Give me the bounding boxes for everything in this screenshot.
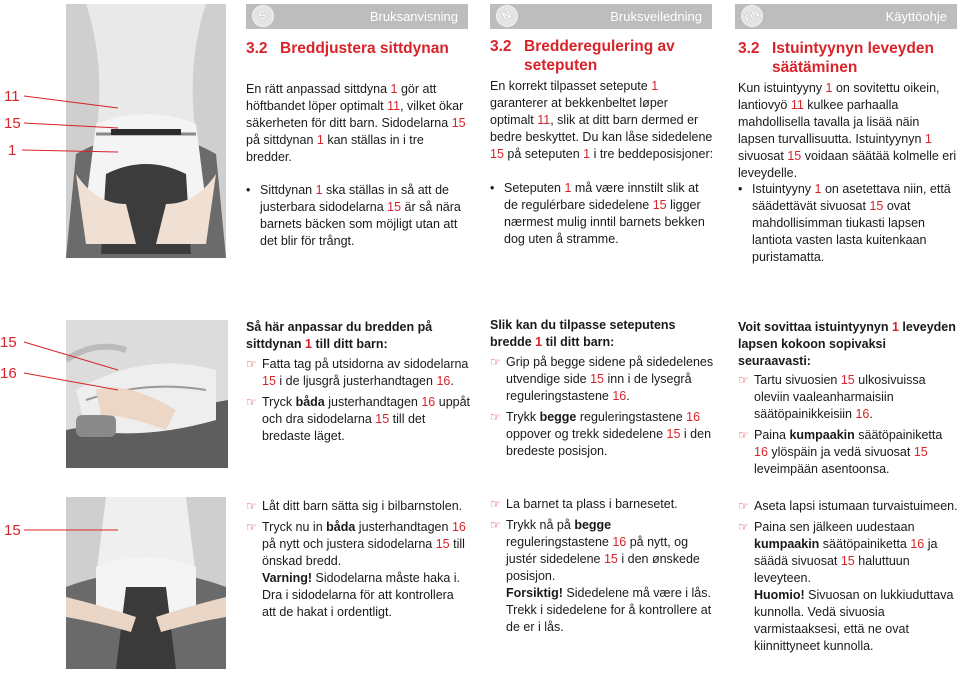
callout-15: 15 — [4, 115, 21, 132]
callout-15-mid: 15 — [0, 334, 17, 351]
step-1-no: ☞ Grip på begge sidene på sidedelenes utvendige side 15 inn i de lysegrå reguleringstastene 16. — [490, 355, 714, 403]
hand-pointer-icon: ☞ — [246, 357, 257, 371]
bullet-no: • Seteputen 1 må være innstilt slik at de regulérbare sidedelene 15 ligger nærmest mulig inntil barnets bekken dog uten å stramme. — [490, 180, 715, 248]
hand-pointer-icon: ☞ — [738, 499, 749, 513]
header-sv — [246, 4, 468, 29]
step-3-fi: ☞ Aseta lapsi istumaan turvaistuimeen. — [738, 499, 958, 513]
header-title-sv: Bruksanvisning — [369, 9, 458, 24]
hand-pointer-icon: ☞ — [738, 428, 749, 442]
step-2-fi: ☞ Paina kumpaakin säätöpainiketta 16 ylöspäin ja vedä sivuosat 15 leveimpään asentoonsa. — [738, 428, 943, 476]
header-title-fi: Käyttöohje — [885, 9, 947, 24]
language-badge-no: N — [492, 1, 522, 31]
callout-leader-line-bottom — [0, 520, 120, 550]
hand-pointer-icon: ☞ — [738, 373, 749, 387]
section-title-sv: 3.2 Breddjustera sittdynan — [246, 40, 449, 57]
hand-pointer-icon: ☞ — [738, 520, 749, 534]
section-title-fi: 3.2 Istuintyynyn leveyden säätäminen — [738, 40, 934, 76]
header-no — [490, 4, 712, 29]
language-badge-fi: FIN — [737, 1, 767, 31]
steps-fi-top — [738, 372, 958, 482]
hand-pointer-icon: ☞ — [246, 520, 257, 534]
section-title-no: 3.2 Bredderegulering av seteputen — [490, 38, 675, 74]
steps-sv-bottom — [246, 498, 471, 625]
hand-pointer-icon: ☞ — [246, 395, 257, 409]
step-2-sv: ☞ Tryck båda justerhandtagen 16 uppåt och dra sidodelarna 15 till det bredaste läget. — [246, 395, 471, 443]
bullet-fi: • Istuintyyny 1 on asetettava niin, että säädettävät sivuosat 15 ovat mahdollisimman tiukasti lapsen lantiota vasten lasta kuitenkaan puristamatta. — [738, 181, 958, 266]
callout-leader-lines — [0, 0, 120, 200]
hand-pointer-icon: ☞ — [490, 518, 501, 532]
steps-no-bottom — [490, 496, 715, 640]
step-4-fi: ☞ Paina sen jälkeen uudestaan kumpaakin säätöpainiketta 16 ja säädä sivuosat 15 haluttuun leveyteen. Huomio! Sivuosan on lukkiuduttava kunnolla. Vedä sivuosia varmistaaksesi, että ne ovat kiinnittyneet kunnolla. — [738, 520, 954, 653]
intro-no: En korrekt tilpasset setepute 1 garanterer at bekkenbeltet løper optimalt 11, slik at ditt barn dermed er bedre beskyttet. Du kan låse sidedelene 15 på seteputen 1 i tre beddeposisjoner: — [490, 79, 714, 161]
howto-heading-sv: Så här anpassar du bredden på sittdynan 1 till ditt barn: — [246, 320, 433, 351]
step-1-fi: ☞ Tartu sivuosien 15 ulkosivuissa oleviin vaaleanharmaisiin säätöpainikkeisiin 16. — [738, 373, 926, 421]
steps-sv-top — [246, 356, 471, 449]
step-2-no: ☞ Trykk begge reguleringstastene 16 oppover og trekk sidedelene 15 i den bredeste posisjon. — [490, 410, 712, 458]
warning-label-sv: Varning! — [262, 571, 313, 585]
hand-pointer-icon: ☞ — [490, 355, 501, 369]
callout-leader-lines-mid — [0, 320, 120, 400]
hand-pointer-icon: ☞ — [246, 499, 257, 513]
howto-heading-no: Slik kan du tilpasse seteputens bredde 1 til ditt barn: — [490, 318, 676, 349]
callout-1: 1 — [8, 142, 17, 159]
callout-15-bottom: 15 — [4, 522, 21, 539]
step-3-no: ☞ La barnet ta plass i barnesetet. — [490, 497, 678, 511]
step-4-no: ☞ Trykk nå på begge reguleringstastene 16 på nytt, og justér sidedelene 15 i den ønskede posisjon. Forsiktig! Sidedelene må være i lås. Trekk i sidedelene for å kontrollere at de er i lås. — [490, 518, 712, 634]
step-3-sv: ☞ Låt ditt barn sätta sig i bilbarnstolen. — [246, 499, 463, 513]
intro-fi: Kun istuintyyny 1 on sovitettu oikein, lantiovyö 11 kulkee parhaalla mahdollisella tavalla ja lisää näin lapsen turvallisuutta. Istuintyynyn 1 sivuosat 15 voidaan säätää kolmelle eri leveydelle. — [738, 81, 957, 180]
bullet-sv: • Sittdynan 1 ska ställas in så att de justerbara sidodelarna 15 är så nära barnets bäcken som möjligt utan att det blir för trångt. — [246, 182, 466, 250]
callout-16-mid: 16 — [0, 365, 17, 382]
step-4-sv: ☞ Tryck nu in båda justerhandtagen 16 på nytt och justera sidodelarna 15 till önskad bredd. Varning! Sidodelarna måste haka i. Dra i sidodelarna för att kontrollera att de hakat i ordentligt. — [246, 520, 466, 619]
callout-11: 11 — [4, 88, 20, 105]
warning-label-no: Forsiktig! — [506, 586, 563, 600]
warning-label-fi: Huomio! — [754, 588, 805, 602]
hand-pointer-icon: ☞ — [490, 497, 501, 511]
header-fi — [735, 4, 957, 29]
steps-fi-bottom — [738, 498, 958, 659]
steps-no-top — [490, 354, 715, 464]
language-badge-sv: S — [248, 1, 278, 31]
header-title-no: Bruksveiledning — [610, 9, 702, 24]
step-1-sv: ☞ Fatta tag på utsidorna av sidodelarna 15 i de ljusgrå justerhandtagen 16. — [246, 357, 469, 388]
howto-heading-fi: Voit sovittaa istuintyynyn 1 leveyden lapsen kokoon sopivaksi seuraavasti: — [738, 320, 956, 368]
intro-sv: En rätt anpassad sittdyna 1 gör att höftbandet löper optimalt 11, vilket ökar säkerheten för ditt barn. Sidodelarna 15 på sittdynan 1 kan ställas in i tre bredder. — [246, 82, 466, 164]
hand-pointer-icon: ☞ — [490, 410, 501, 424]
